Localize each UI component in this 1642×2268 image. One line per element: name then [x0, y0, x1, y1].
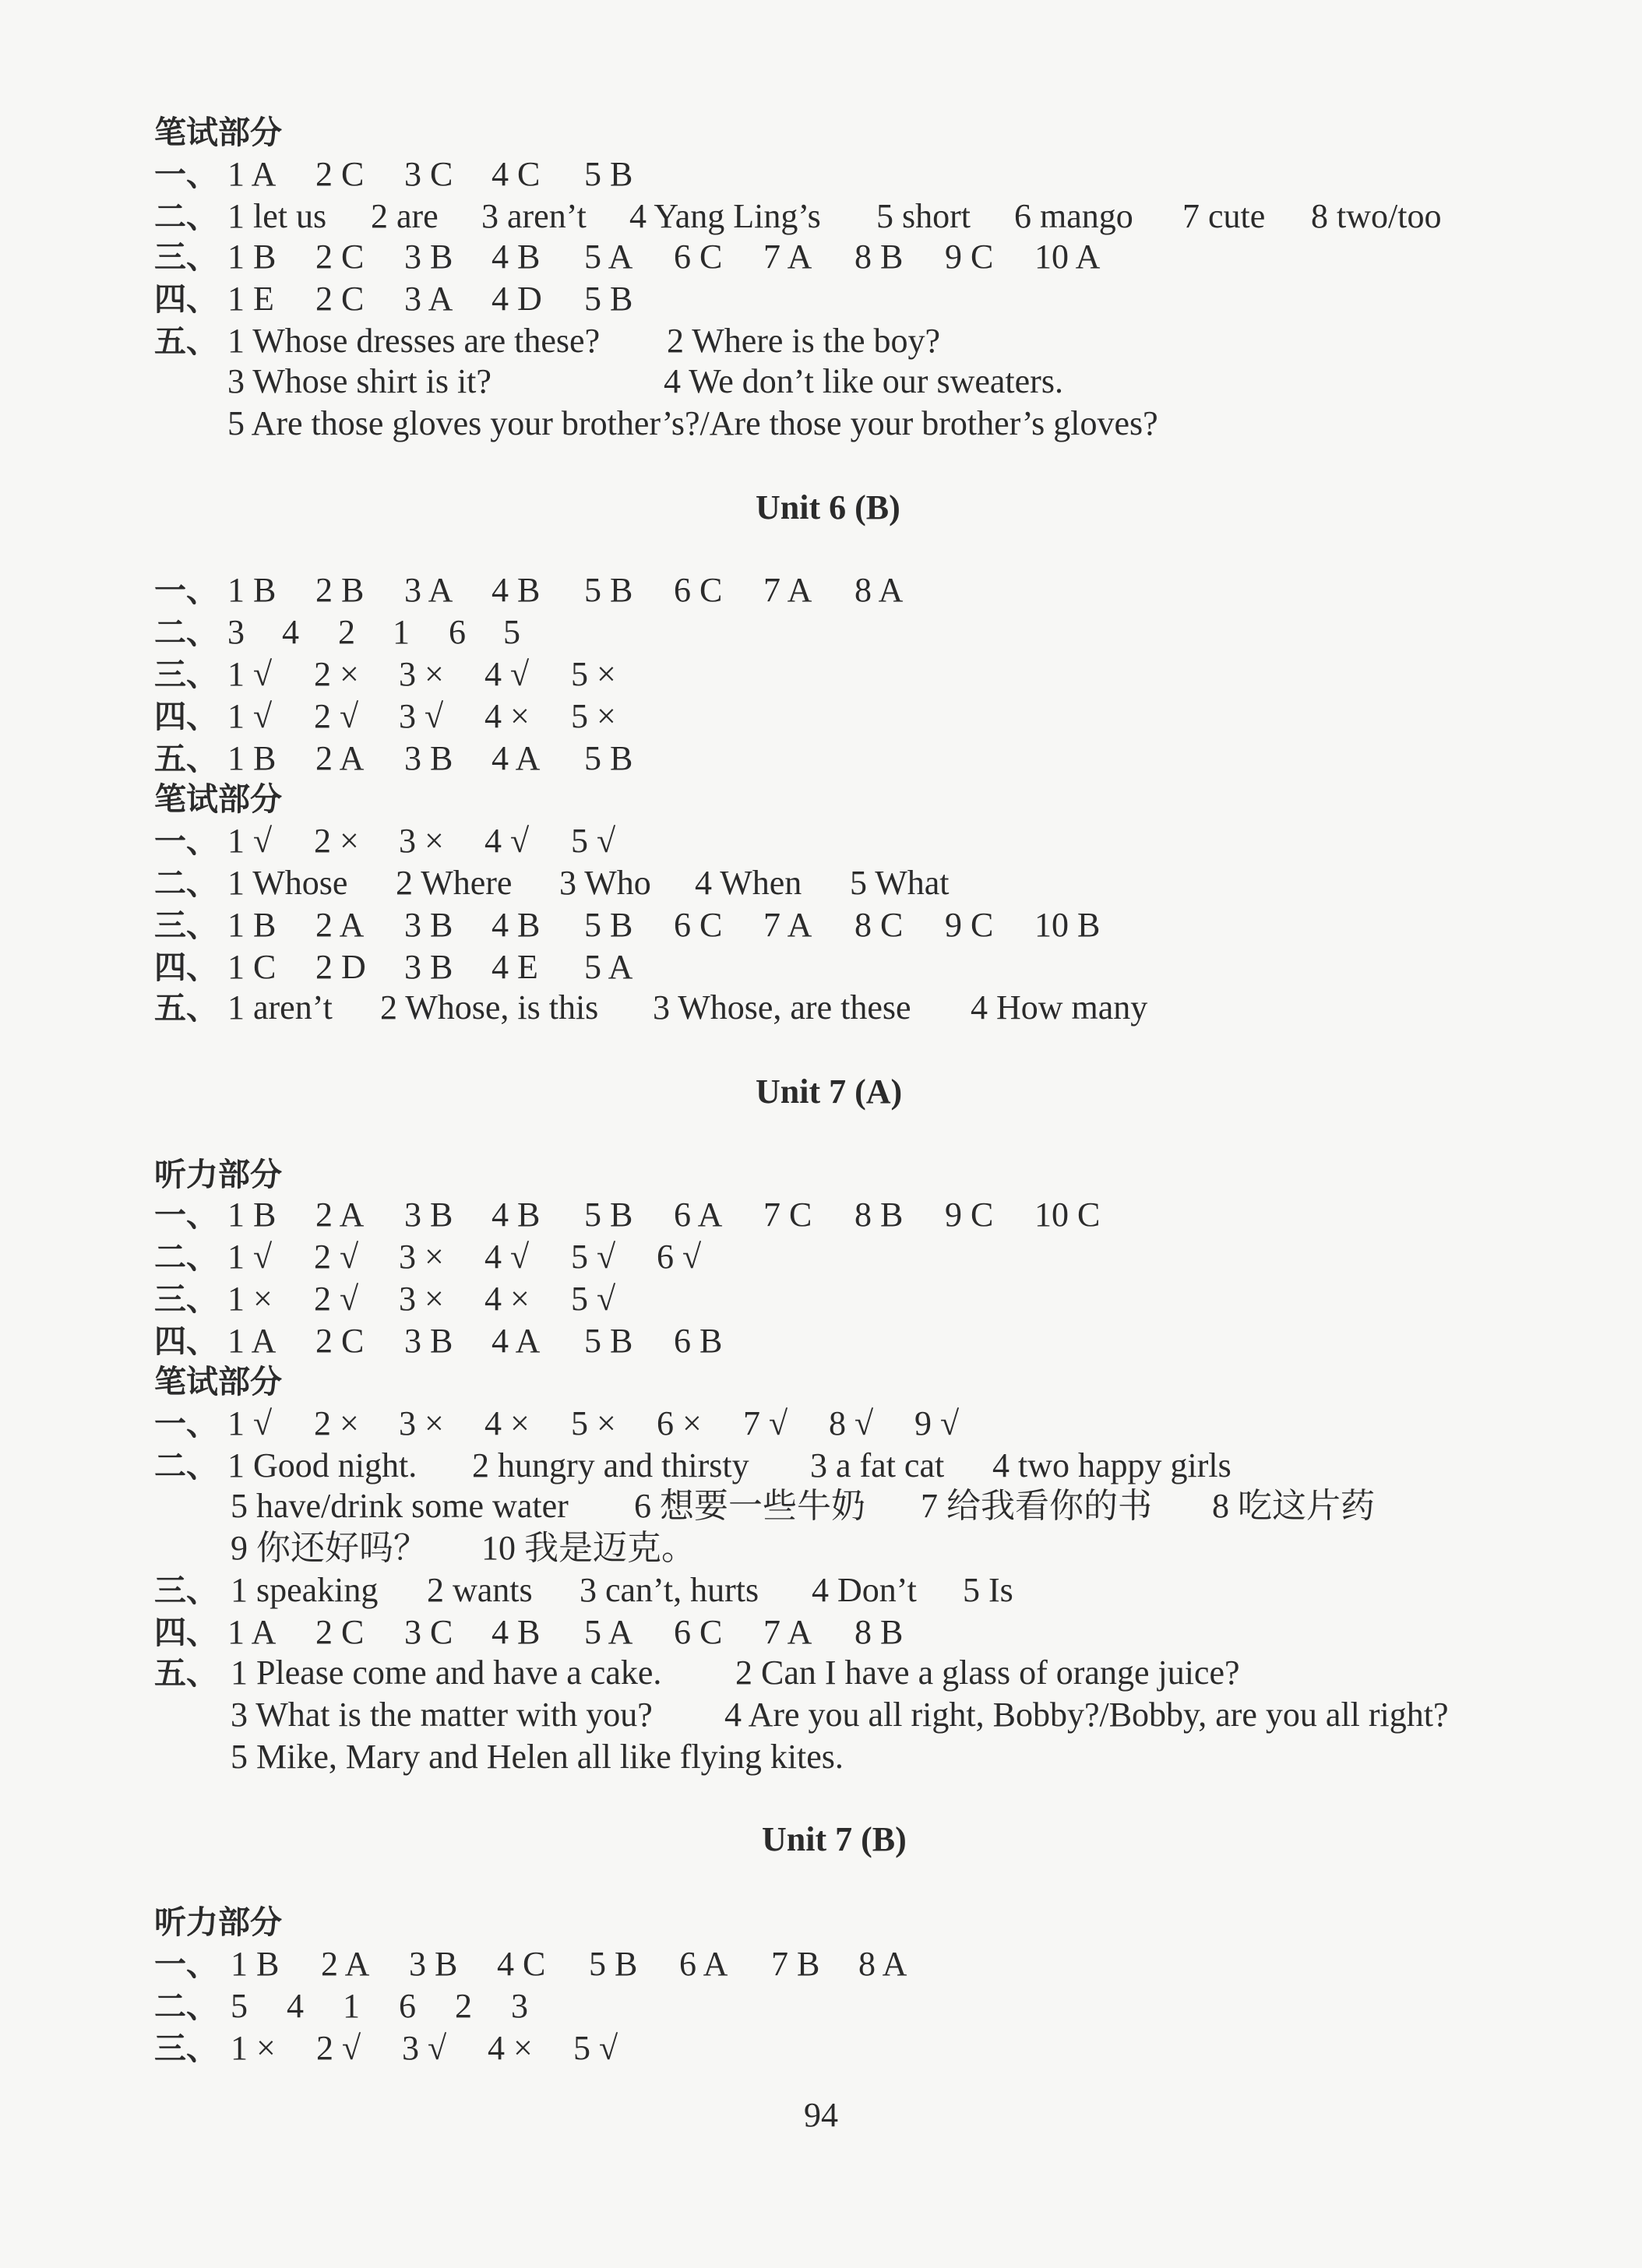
answer-row — [0, 1735, 1642, 1779]
answer-item: 8 C — [854, 906, 904, 944]
unit-heading: Unit 7 (A) — [756, 1072, 903, 1111]
answer-item: 1 aren’t — [227, 988, 333, 1027]
answer-item: 5 A — [584, 948, 633, 986]
answer-item: 6 C — [674, 238, 723, 276]
answer-item: 2 √ — [314, 697, 359, 735]
answer-item: 7 A — [763, 238, 812, 276]
answer-item: 6 — [449, 613, 466, 651]
answer-item: 3 √ — [402, 2029, 447, 2067]
answer-item: 4 two happy girls — [992, 1446, 1232, 1484]
answer-item: 3 A — [404, 571, 453, 609]
answer-row — [0, 611, 1642, 654]
question-number: 三、 — [154, 907, 218, 944]
answer-item: 5 have/drink some water — [231, 1487, 569, 1525]
answer-item: 5 B — [584, 1322, 633, 1360]
answer-row — [0, 1193, 1642, 1237]
unit-heading: Unit 7 (B) — [762, 1820, 907, 1858]
question-number: 三、 — [154, 2030, 218, 2067]
answer-item: 4 Don’t — [812, 1571, 917, 1609]
answer-item: 6 C — [674, 571, 723, 609]
answer-item: 1 √ — [227, 1404, 273, 1442]
question-number: 一、 — [154, 1196, 218, 1234]
answer-item: 4 C — [497, 1945, 546, 1983]
answer-item: 4 B — [492, 571, 541, 609]
answer-item: 5 × — [571, 655, 616, 693]
question-number: 一、 — [154, 156, 218, 193]
answer-item: 3 — [227, 613, 245, 651]
answer-item: 7 A — [763, 906, 812, 944]
answer-item: 3 B — [404, 238, 453, 276]
question-number: 一、 — [154, 1946, 218, 1983]
answer-item: 2 C — [315, 155, 365, 193]
answer-item: 5 B — [584, 906, 633, 944]
answer-item: 1 Good night. — [227, 1446, 418, 1484]
answer-item: 3 — [511, 1987, 528, 2025]
answer-item: 1 √ — [227, 655, 273, 693]
page-number: 94 — [804, 2096, 838, 2134]
answer-item: 2 × — [314, 822, 359, 860]
answer-item: 7 A — [763, 571, 812, 609]
answer-item: 9 C — [945, 1196, 994, 1234]
answer-item: 4 A — [492, 1322, 541, 1360]
answer-row — [0, 986, 1642, 1030]
answer-item: 4 B — [492, 1613, 541, 1651]
answer-item: 3 × — [399, 655, 444, 693]
answer-item: 4 How many — [971, 988, 1148, 1027]
answer-item: 4 B — [492, 906, 541, 944]
answer-row — [0, 1569, 1642, 1612]
question-number: 三、 — [154, 1572, 218, 1609]
answer-item: 8 A — [854, 571, 904, 609]
answer-row — [0, 153, 1642, 196]
answer-item: 4 — [282, 613, 299, 651]
answer-item: 1 E — [227, 280, 274, 318]
question-number: 五、 — [154, 740, 218, 777]
answer-item: 6 √ — [657, 1238, 702, 1276]
answer-item: 2 Where is the boy? — [667, 322, 941, 360]
answer-item: 4 E — [492, 948, 538, 986]
answer-item: 2 C — [315, 280, 365, 318]
answer-item: 4 C — [492, 155, 541, 193]
answer-item: 3 aren’t — [481, 197, 587, 235]
answer-row — [0, 1651, 1642, 1695]
answer-item: 5 A — [584, 1613, 633, 1651]
question-number: 二、 — [154, 1988, 218, 2025]
answer-item: 1 B — [227, 906, 277, 944]
answer-item: 7 √ — [743, 1404, 788, 1442]
answer-item: 2 × — [314, 1404, 359, 1442]
answer-item: 1 C — [227, 948, 277, 986]
answer-item: 2 Where — [396, 864, 513, 902]
answer-item: 4 × — [484, 1280, 530, 1318]
answer-item: 2 D — [315, 948, 366, 986]
answer-item: 3 C — [404, 155, 453, 193]
answer-item: 2 — [338, 613, 355, 651]
section-title: 笔试部分 — [154, 1363, 282, 1400]
answer-item: 3 Whose shirt is it? — [227, 362, 492, 400]
answer-item: 9 √ — [914, 1404, 960, 1442]
answer-item: 2 Can I have a glass of orange juice? — [735, 1653, 1240, 1692]
answer-item: 2 A — [315, 906, 365, 944]
answer-item: 5 √ — [571, 822, 616, 860]
answer-row — [0, 235, 1642, 279]
answer-item: 10 B — [1034, 906, 1101, 944]
answer-row — [0, 1527, 1642, 1570]
answer-item: 1 B — [231, 1945, 280, 1983]
answer-row — [0, 1611, 1642, 1654]
answer-row — [0, 903, 1642, 947]
question-number: 四、 — [154, 1322, 218, 1360]
question-number: 二、 — [154, 198, 218, 235]
answer-item: 6 想要一些牛奶 — [634, 1487, 865, 1525]
answer-item: 1 × — [231, 2029, 276, 2067]
answer-item: 1 let us — [227, 197, 327, 235]
answer-row — [0, 360, 1642, 403]
answer-item: 6 mango — [1014, 197, 1133, 235]
answer-item: 5 × — [571, 1404, 616, 1442]
answer-row — [0, 861, 1642, 905]
answer-item: 4 Are you all right, Bobby?/Bobby, are you all right? — [724, 1696, 1449, 1734]
question-number: 三、 — [154, 1280, 218, 1318]
answer-row — [0, 737, 1642, 780]
answer-item: 4 × — [488, 2029, 533, 2067]
answer-item: 4 × — [484, 697, 530, 735]
answer-row — [0, 695, 1642, 738]
answer-item: 2 C — [315, 1322, 365, 1360]
answer-item: 3 What is the matter with you? — [231, 1696, 653, 1734]
answer-item: 2 A — [315, 1196, 365, 1234]
answer-item: 10 A — [1034, 238, 1101, 276]
answer-item: 5 Are those gloves your brother’s?/Are those your brother’s gloves? — [227, 404, 1158, 442]
section-title: 笔试部分 — [154, 114, 282, 151]
answer-item: 6 C — [674, 1613, 723, 1651]
answer-item: 2 √ — [314, 1280, 359, 1318]
answer-item: 6 × — [657, 1404, 702, 1442]
answer-item: 2 √ — [316, 2029, 361, 2067]
question-number: 四、 — [154, 280, 218, 318]
answer-item: 3 Whose, are these — [653, 988, 911, 1027]
answer-item: 3 Who — [559, 864, 651, 902]
answer-item: 4 B — [492, 238, 541, 276]
answer-row — [0, 1942, 1642, 1986]
question-number: 五、 — [154, 1654, 218, 1692]
question-number: 一、 — [154, 1405, 218, 1442]
answer-item: 1 × — [227, 1280, 273, 1318]
answer-item: 1 B — [227, 238, 277, 276]
answer-item: 2 A — [315, 739, 365, 777]
question-number: 三、 — [154, 238, 218, 276]
answer-row — [0, 2027, 1642, 2070]
answer-item: 3 B — [404, 906, 453, 944]
answer-item: 2 A — [321, 1945, 370, 1983]
answer-item: 5 A — [584, 238, 633, 276]
answer-item: 1 √ — [227, 822, 273, 860]
answer-item: 6 A — [674, 1196, 723, 1234]
answer-row — [0, 1984, 1642, 2028]
answer-item: 1 — [393, 613, 410, 651]
answer-item: 2 wants — [427, 1571, 533, 1609]
answer-item: 9 C — [945, 906, 994, 944]
answer-item: 2 hungry and thirsty — [472, 1446, 749, 1484]
answer-item: 1 √ — [227, 697, 273, 735]
answer-row — [0, 1693, 1642, 1737]
answer-item: 5 B — [584, 280, 633, 318]
answer-item: 3 × — [399, 822, 444, 860]
answer-item: 7 A — [763, 1613, 812, 1651]
answer-item: 2 — [455, 1987, 472, 2025]
answer-item: 2 C — [315, 238, 365, 276]
answer-item: 8 B — [854, 238, 904, 276]
question-number: 一、 — [154, 572, 218, 609]
answer-item: 3 B — [404, 948, 453, 986]
answer-item: 3 × — [399, 1280, 444, 1318]
answer-item: 3 × — [399, 1404, 444, 1442]
answer-item: 1 B — [227, 1196, 277, 1234]
question-number: 二、 — [154, 614, 218, 651]
answer-item: 5 B — [584, 1196, 633, 1234]
answer-item: 1 B — [227, 739, 277, 777]
answer-row — [0, 569, 1642, 612]
answer-item: 5 B — [584, 155, 633, 193]
answer-item: 1 B — [227, 571, 277, 609]
answer-item: 5 × — [571, 697, 616, 735]
answer-item: 5 short — [876, 197, 971, 235]
answer-item: 3 A — [404, 280, 453, 318]
question-number: 二、 — [154, 865, 218, 902]
question-number: 三、 — [154, 656, 218, 693]
answer-item: 3 B — [409, 1945, 458, 1983]
answer-item: 5 √ — [573, 2029, 618, 2067]
answer-item: 5 √ — [571, 1238, 616, 1276]
answer-item: 3 × — [399, 1238, 444, 1276]
question-number: 五、 — [154, 322, 218, 360]
answer-row — [0, 1277, 1642, 1321]
answer-row — [0, 1402, 1642, 1446]
answer-item: 2 C — [315, 1613, 365, 1651]
answer-item: 2 are — [371, 197, 439, 235]
answer-item: 1 Please come and have a cake. — [231, 1653, 662, 1692]
answer-item: 2 Whose, is this — [380, 988, 599, 1027]
answer-item: 8 吃这片药 — [1212, 1487, 1375, 1525]
section-title: 听力部分 — [154, 1904, 282, 1941]
answer-item: 4 — [287, 1987, 304, 2025]
answer-item: 10 C — [1034, 1196, 1101, 1234]
answer-item: 2 B — [315, 571, 365, 609]
answer-item: 5 — [231, 1987, 248, 2025]
answer-row — [0, 1484, 1642, 1528]
answer-item: 5 — [503, 613, 520, 651]
answer-item: 1 A — [227, 1613, 277, 1651]
answer-row — [0, 653, 1642, 696]
answer-item: 4 √ — [484, 1238, 530, 1276]
answer-item: 7 B — [771, 1945, 820, 1983]
answer-item: 10 我是迈克。 — [481, 1529, 696, 1567]
answer-item: 7 C — [763, 1196, 812, 1234]
answer-item: 4 We don’t like our sweaters. — [664, 362, 1063, 400]
answer-item: 1 Whose dresses are these? — [227, 322, 601, 360]
answer-row — [0, 195, 1642, 238]
answer-item: 7 给我看你的书 — [921, 1487, 1152, 1525]
answer-item: 3 B — [404, 1322, 453, 1360]
answer-row — [0, 402, 1642, 446]
answer-item: 8 two/too — [1311, 197, 1442, 235]
answer-item: 1 — [343, 1987, 360, 2025]
section-title: 听力部分 — [154, 1156, 282, 1193]
answer-item: 8 B — [854, 1613, 904, 1651]
question-number: 四、 — [154, 698, 218, 735]
answer-item: 5 Is — [963, 1571, 1013, 1609]
answer-item: 4 Yang Ling’s — [629, 197, 821, 235]
answer-item: 5 √ — [571, 1280, 616, 1318]
answer-item: 8 √ — [829, 1404, 874, 1442]
question-number: 二、 — [154, 1238, 218, 1276]
question-number: 二、 — [154, 1447, 218, 1484]
answer-item: 9 你还好吗？ — [231, 1529, 428, 1567]
section-title: 笔试部分 — [154, 780, 282, 818]
answer-item: 4 √ — [484, 822, 530, 860]
question-number: 四、 — [154, 949, 218, 986]
answer-item: 8 B — [854, 1196, 904, 1234]
answer-item: 6 B — [674, 1322, 723, 1360]
answer-item: 4 √ — [484, 655, 530, 693]
question-number: 四、 — [154, 1614, 218, 1651]
answer-item: 1 A — [227, 155, 277, 193]
question-number: 五、 — [154, 989, 218, 1027]
answer-item: 1 √ — [227, 1238, 273, 1276]
answer-item: 4 × — [484, 1404, 530, 1442]
answer-item: 1 speaking — [231, 1571, 379, 1609]
answer-item: 4 D — [492, 280, 542, 318]
answer-item: 9 C — [945, 238, 994, 276]
answer-item: 3 can’t, hurts — [580, 1571, 759, 1609]
answer-row — [0, 319, 1642, 363]
answer-item: 6 C — [674, 906, 723, 944]
answer-item: 1 A — [227, 1322, 277, 1360]
answer-item: 7 cute — [1182, 197, 1266, 235]
unit-heading: Unit 6 (B) — [756, 488, 900, 526]
answer-item: 5 B — [589, 1945, 638, 1983]
answer-item: 2 × — [314, 655, 359, 693]
answer-item: 5 B — [584, 571, 633, 609]
answer-item: 3 B — [404, 739, 453, 777]
answer-row — [0, 819, 1642, 863]
answer-item: 5 Mike, Mary and Helen all like flying kites. — [231, 1738, 844, 1776]
answer-item: 4 B — [492, 1196, 541, 1234]
answer-item: 4 When — [695, 864, 802, 902]
answer-item: 4 A — [492, 739, 541, 777]
answer-item: 3 √ — [399, 697, 444, 735]
answer-row — [0, 946, 1642, 989]
answer-item: 5 What — [850, 864, 950, 902]
answer-row — [0, 1235, 1642, 1279]
answer-item: 6 — [399, 1987, 416, 2025]
answer-row — [0, 277, 1642, 321]
answer-item: 3 B — [404, 1196, 453, 1234]
answer-item: 8 A — [858, 1945, 907, 1983]
answer-row — [0, 1444, 1642, 1488]
answer-item: 6 A — [679, 1945, 728, 1983]
answer-row — [0, 1319, 1642, 1363]
question-number: 一、 — [154, 822, 218, 860]
answer-item: 1 Whose — [227, 864, 348, 902]
answer-item: 5 B — [584, 739, 633, 777]
answer-item: 3 a fat cat — [810, 1446, 945, 1484]
answer-item: 2 √ — [314, 1238, 359, 1276]
answer-item: 3 C — [404, 1613, 453, 1651]
